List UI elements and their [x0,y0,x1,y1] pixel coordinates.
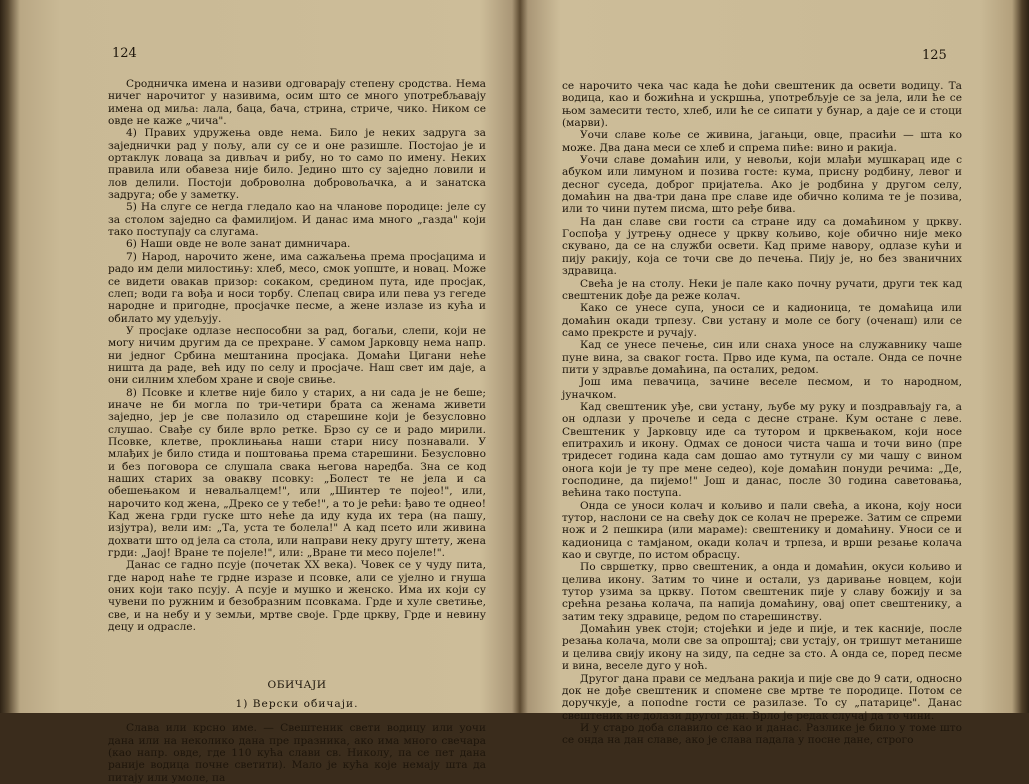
paragraph: И у старо доба славило се као и данас. Разлике је било у томе што се онда на дан славе, ако је слава падала у посне дане, строго [562,721,962,747]
paragraph: Свећа је на столу. Неки је пале како почну ручати, други тек кад свештеник дође да реже колач. [562,277,962,302]
paragraph: Уочи славе домаћин или, у невољи, који млађи мушкарац иде с абуком или лимуном и позива госте: кума, присну родбину, левог и десног суседа, доброг пријатеља. Ако је родбина у другом селу, домаћин на два-три дана пре славе иде обично колима те је позива, или то чини путем писма, што ређе бива. [562,154,962,216]
section-subheading: 1) Верски обичаји. [235,697,359,710]
paragraph: Кад се унесе печење, син или снаха уносе на служавнику чаше пуне вина, за сваког госта. Прво иде кума, па остале. Онда се почне пити у здравље домаћина, па осталих, редом. [562,339,962,376]
paragraph: Како се унесе супа, уноси се и кадионица, те домаћица или домаћин окади трпезу. Сви устану и моле се богу (оченаш) или се само прекрсте и ручају. [562,302,962,339]
section-heading: ОБИЧАЈИ [267,679,327,692]
paragraph: се нарочито чека час када ће доћи свештеник да освети водицу. Та водица, као и божићна и ускршња, употребљује се за јела, или ће се њом замесити тесто, хлеб, или ће се сипати у бунар, а даје се и стоци (марви). [562,80,962,130]
paragraph: Домаћин увек стоји; стојећки и једе и пије, и тек касније, после резања колача, моли све за опроштај; сви устају, он тришут метанише и целива свију икону на зиду, па седне за сто. А онда се, поред песме и вина, веселе дуго у ноћ. [562,623,962,673]
page-number-right: 125 [922,48,947,63]
paragraph: По свршетку, прво свештеник, а онда и домаћин, окуси кољиво и целива икону. Затим то чине и остали, уз даривање новцем, који тутор узима за цркву. Потом свештеник пије у славу божију и за срећна резања колача, па напија домаћину, овај опет свештенику, а затим теку здравице, редом по старешинству. [562,561,962,623]
left-page-text [108,78,486,784]
paragraph: У просјаке одлазе неспособни за рад, богаљи, слепи, који не могу ничим другим да се прехране. У самом Јарковцу нема напр. ни једног Србина мештанина просјака. Домаћи Цигани неће ништа да раде, већ иду по селу и просјаче. Наш свет им даје, а они силним хлебом хране и своје свиње. [108,324,486,387]
paragraph: Онда се уноси колач и кољиво и пали свећа, а икона, коју носи тутор, наслони се на свећу док се колач не прережe. Затим се спреми нож и 2 пешкира (или мараме): свештенику и домаћину. Уноси се и кадионица с тамјаном, окади колач и трпеза, и врши резање колача као и свугде, по истом обрасцу. [562,499,962,562]
paragraph: Другог дана прави се медљана ракија и пије све до 9 сати, односно док не дође свештеник и спомене све мртве те породице. Потом се доручкује, а попodne гости се разилазе. То су „патарице". Данас свештеник не долази другог дан. Врло је редак случај да то чини. [562,672,962,722]
paragraph: Сродничка имена и називи одговарају степену сродства. Нема ничег нарочитог у називима, осим што се много употребљавају имена од миља: лала, баца, бача, стрина, стриче, чико. Ником се овде не каже „чича". [108,78,486,128]
paragraph: На дан славе сви гости са стране иду са домаћином у цркву. Госпођа у јутрењу однесе у цркву кољиво, које обично није меко скувано, да се на служби освети. Кад приме навору, одлазе кући и пију ракију, која се точи све до печења. Пију је, но без званичних здравица. [562,215,962,278]
right-page-text [562,80,962,747]
paragraph: 4) Правих удружења овде нема. Било је неких задруга за заједнички рад у пољу, али су се и оне разишле. Постојао је и ортаклук ловаца за дивљач и рибу, но то само по имену. Неких правила или обавеза није било. Једино што су заједно ловили и лов делили. Постоји доброволна добровољачка, а и занатска задруга; обе у заметку. [108,127,486,202]
paragraph: 5) На слуге се негда гледало као на чланове породице: јеле су за столом заједно са фамилијом. И данас има много „газда" који тако поступају са слугама. [108,201,486,239]
right-page [520,0,1029,747]
paragraph: Данас се гадно псује (почетак XX века). Човек се у чуду пита, где народ наће те грдне изразе и псовке, али се ујелно и гнуша оних који тако псују. А псује и мушко и женско. Има их који су чувени по ружним и безобразним псовкама. Грде и хуле светиње, све, и на небу и у земљи, мртве своје. Грде цркву, Грде и невину децу и одрасле. [108,559,486,634]
paragraph: 8) Псовке и клетве није било у старих, а ни сада је не беше; иначе не би могла по три-четири брата са женама живети заједно, јер је све полазило од старешине који је безусловно слушао. Свађе су биле врло ретке. Брзо су се и радо мирили. Псовке, клетве, проклињања наши стари нису познавали. У млађих је било стида и поштовања према старешини. Безусловно и без поговора се слушала свака његова наредба. Зна се код наших старих за овакву псовку: „Болест те не јела и са обешењаком и невальалцем!", или „Шинтер те појео!", или, нарочито код жена, „Дреко се у тебе!", а то је рећи: ђаво те однео! Кад жена грди гуске што неће да иду куда их тера (на пашу, изјутра), вели им: „Та, уста те болела!" А кад псето или живина дохвати што од јела са стола, или направи неку другу штету, жена грди: „Јаој! Вране те појеле!", или: „Вране ти месо појеле!". [108,386,486,560]
paragraph: Слава или крсно име. — Свештеник свети водицу или уочи дана или на неколико дана пре празника, ако има много свечара (као напр. овде, где 110 кућа слави св. Николу, па се пет дана раније водица почне светити). Мало је кућа које немају шта да питају или умоле, па [108,722,486,784]
paragraph: Уочи славе коље се живина, јагањци, овце, прасићи — шта ко може. Два дана меси се хлеб и спрема пиће: вино и ракија. [562,129,962,154]
paragraph: 7) Народ, нарочито жене, има сажаљења према просјацима и радо им дели милостињу: хлеб, месо, смок уопште, и новац. Може се видети овакав призор: сокаком, средином пута, иде просјак, слеп; води га вођа и носи торбу. Слепац свира или пева уз гегеде народне и пригодне, просјачке песме, а жене излазе из кућа и обилато му удељују. [108,250,486,325]
paragraph: 6) Наши овде не воле занат димничара. [126,238,351,251]
page-number-left: 124 [112,46,137,61]
paragraph: Кад свештеник уђе, сви устану, љубе му руку и поздрављају га, а он одлази у прочеље и седа с десне стране. Кум остане с леве. Свештеник у Јарковцу иде са тутором и црквењаком, који носе епитрахиљ и икону. Одмах се доноси чиста чаша и точи вино (пре тридесет година када сам дошао амо тутнули су ми чашу с вином онога који је ту пре мене седео), које домаћин понуди речима: „Де, господине, да пијемо!" Још и данас, после 30 година саветовања, већина тако поступа. [562,400,962,500]
paragraph: Још има певачица, зачине веселе песмом, и то народном, јуначком. [562,376,962,401]
